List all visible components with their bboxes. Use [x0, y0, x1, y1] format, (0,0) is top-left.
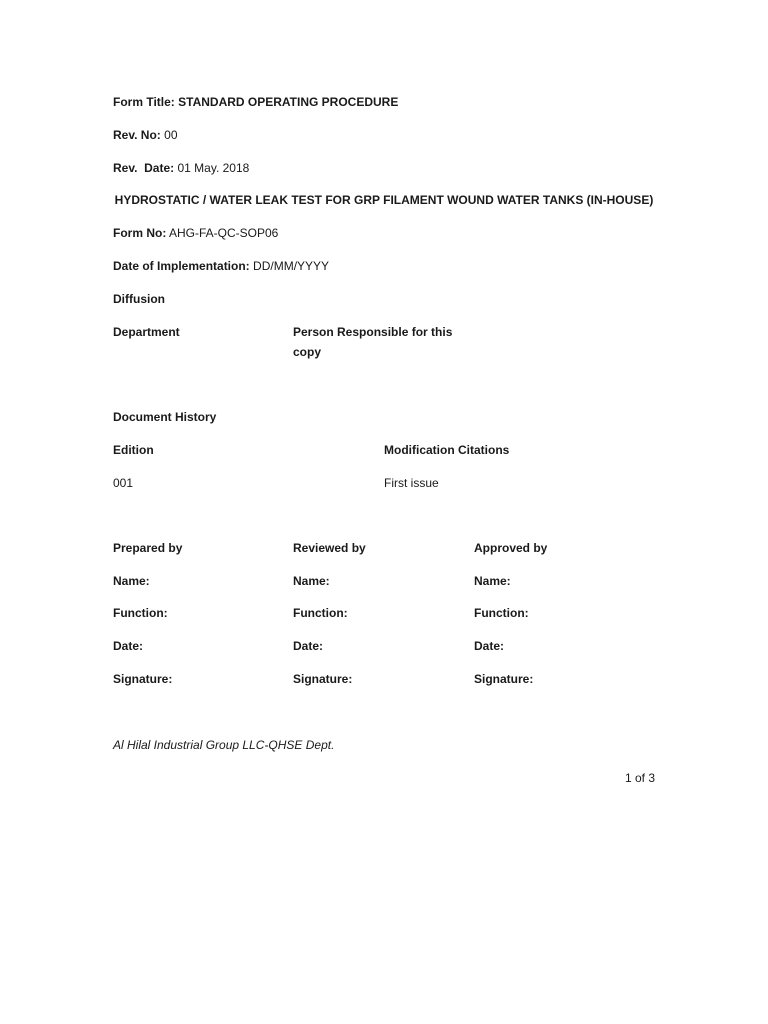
approved-signature-label: Signature: [474, 672, 534, 686]
document-history-title: Document History [113, 410, 217, 424]
edition-cell: 001 [113, 476, 134, 490]
rev-date-value: 01 May. 2018 [177, 161, 250, 175]
prepared-by-header: Prepared by [113, 541, 183, 555]
form-no-value: AHG-FA-QC-SOP06 [169, 226, 279, 240]
form-title-line [113, 94, 398, 110]
prepared-date-label: Date: [113, 639, 144, 653]
reviewed-function-label: Function: [293, 606, 348, 620]
approved-by-header: Approved by [474, 541, 548, 555]
rev-no-label: Rev. No: [113, 128, 161, 142]
form-no-label: Form No: [113, 226, 167, 240]
prepared-name-label: Name: [113, 574, 150, 588]
approved-date-label: Date: [474, 639, 505, 653]
department-header: Department [113, 325, 180, 339]
rev-no-value: 00 [164, 128, 178, 142]
footer-organization: Al Hilal Industrial Group LLC-QHSE Dept. [113, 738, 335, 752]
modification-cell: First issue [384, 476, 439, 490]
form-no-line [113, 225, 278, 241]
rev-date-label: Rev. Date: [113, 161, 175, 175]
edition-header: Edition [113, 443, 154, 457]
reviewed-name-label: Name: [293, 574, 330, 588]
page-number: 1 of 3 [624, 771, 655, 785]
form-title-label: Form Title: [113, 95, 175, 109]
rev-date-line [113, 160, 249, 176]
document-heading: HYDROSTATIC / WATER LEAK TEST FOR GRP FILAMENT WOUND WATER TANKS (IN-HOUSE) [114, 193, 654, 207]
rev-no-line [113, 127, 178, 143]
prepared-signature-label: Signature: [113, 672, 173, 686]
person-responsible-header: Person Responsible for this copy [293, 325, 453, 359]
diffusion-title: Diffusion [113, 292, 165, 306]
implementation-line [113, 258, 329, 274]
modification-header: Modification Citations [384, 443, 510, 457]
approved-function-label: Function: [474, 606, 529, 620]
reviewed-date-label: Date: [293, 639, 324, 653]
implementation-label: Date of Implementation: [113, 259, 250, 273]
reviewed-signature-label: Signature: [293, 672, 353, 686]
prepared-function-label: Function: [113, 606, 168, 620]
reviewed-by-header: Reviewed by [293, 541, 366, 555]
implementation-value: DD/MM/YYYY [253, 259, 330, 273]
form-title-value: STANDARD OPERATING PROCEDURE [178, 95, 399, 109]
approved-name-label: Name: [474, 574, 511, 588]
